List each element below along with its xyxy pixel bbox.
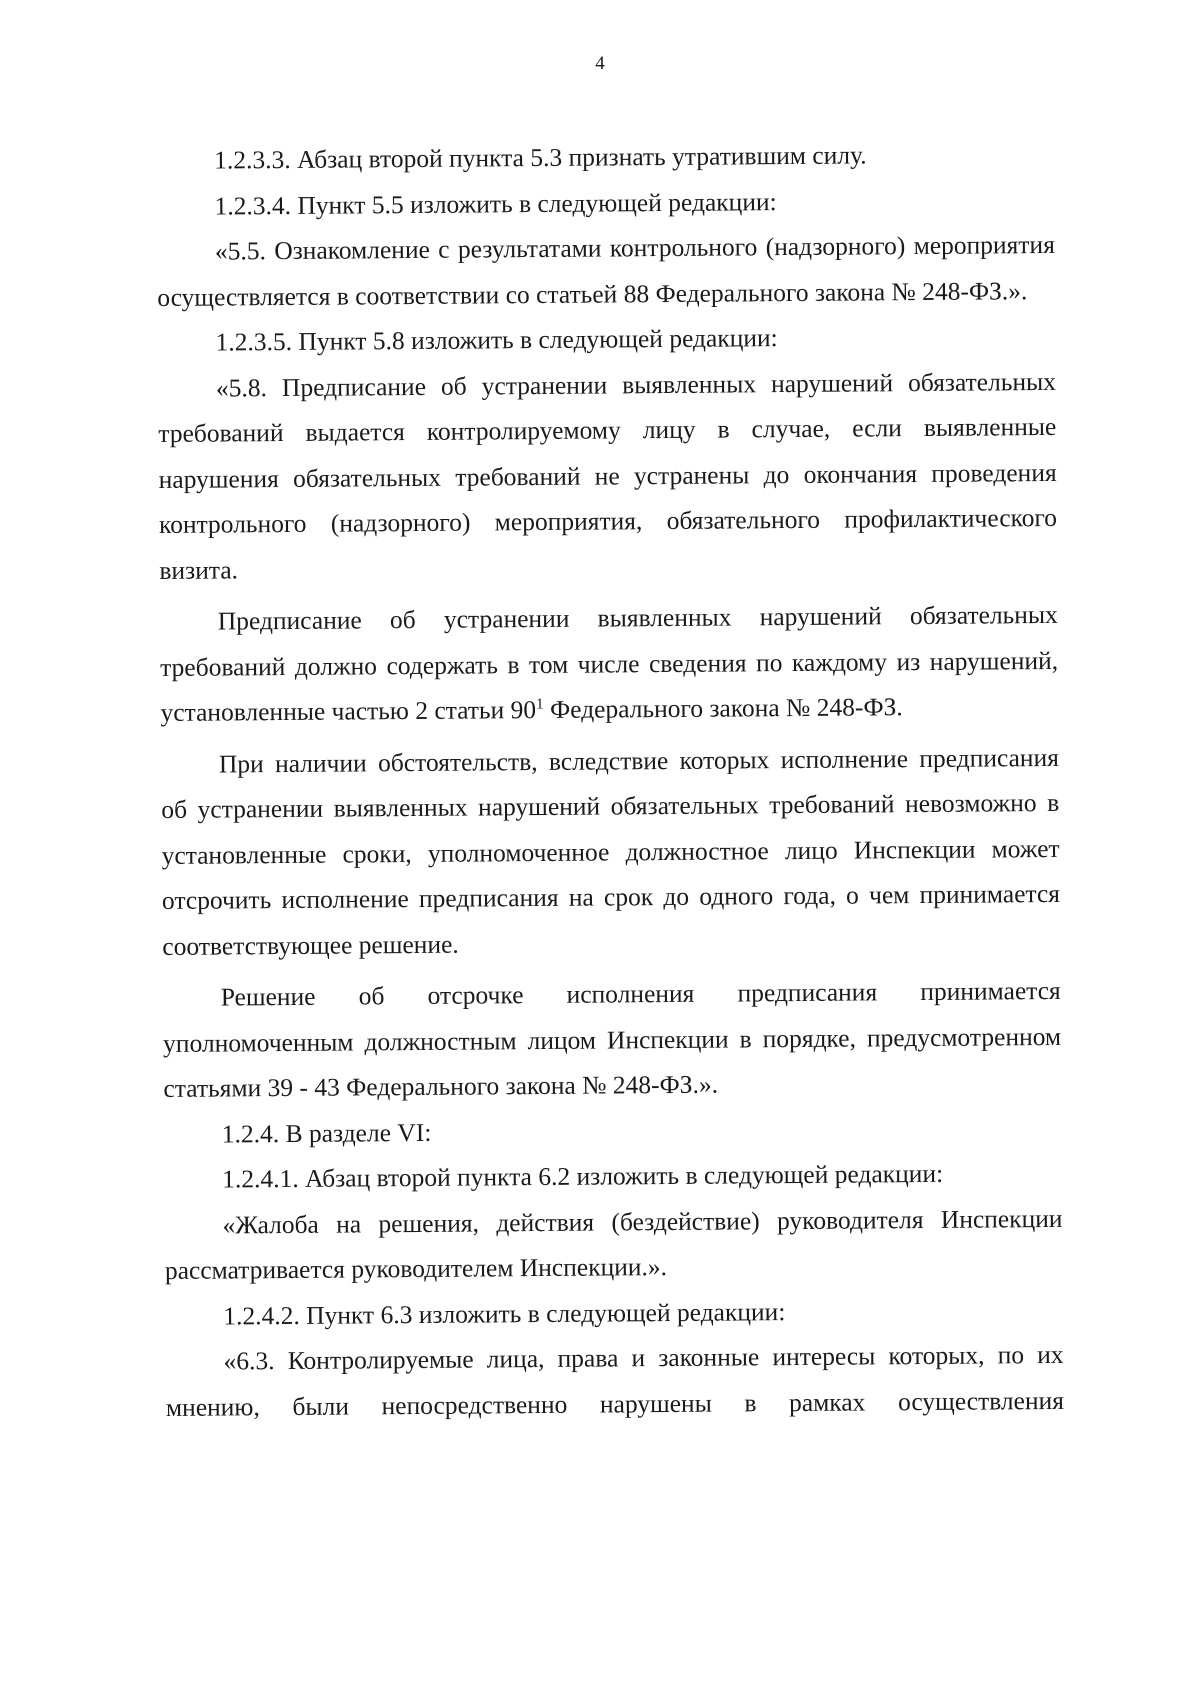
paragraph-item-6-3: «6.3. Контролируемые лица, права и законные интересы которых, по их мнению, были непосредственно нарушены в рамках осуществления xyxy=(165,1339,1065,1422)
page-number: 4 xyxy=(595,53,605,74)
paragraph-1-2-3-4: 1.2.3.4. Пункт 5.5 изложить в следующей редакции: xyxy=(214,186,777,221)
paragraph-prescription-text: Предписание об устранении выявленных нарушений обязательных требований должно содержать в том числе сведения по каждому из нарушений, установленные частью 2 статьи 90 xyxy=(160,599,1059,727)
document-body xyxy=(156,131,1064,1430)
paragraph-1-2-4: 1.2.4. В разделе VI: xyxy=(221,1117,432,1149)
paragraph-complaint: «Жалоба на решения, действия (бездействие) руководителя Инспекции рассматривается руководителем Инспекции.». xyxy=(164,1203,1063,1285)
paragraph-item-5-5: «5.5. Ознакомление с результатами контрольного (надзорного) мероприятия осуществляется в соответствии со статьей 88 Федерального закона № 248-ФЗ.». xyxy=(157,229,1055,312)
article-superscript: 1 xyxy=(536,696,544,713)
paragraph-1-2-3-5: 1.2.3.5. Пункт 5.8 изложить в следующей редакции: xyxy=(215,323,778,357)
paragraph-1-2-3-3: 1.2.3.3. Абзац второй пункта 5.3 признать утратившим силу. xyxy=(214,140,867,175)
paragraph-1-2-4-1: 1.2.4.1. Абзац второй пункта 6.2 изложить в следующей редакции: xyxy=(222,1158,944,1194)
paragraph-prescription-content xyxy=(160,592,1059,736)
paragraph-deferral-decision: Решение об отсрочке исполнения предписания принимается уполномоченным должностным лицом Инспекции в порядке, предусмотренном статьями 39 - 43 Федерального закона № 248-ФЗ.». xyxy=(162,975,1062,1103)
paragraph-item-5-8: «5.8. Предписание об устранении выявленных нарушений обязательных требований выдается контролируемому лицу в случае, если выявленные нарушения обязательных требований не устранены до окончания проведения контрольного (надзорного) мероприятия, обязательного профилактического визита. xyxy=(158,366,1058,585)
paragraph-deferral-circumstances: При наличии обстоятельств, вследствие которых исполнение предписания об устранении выявленных нарушений обязательных требований невозможно в установленные сроки, уполномоченное должностное лицо Инспекции может отсрочить исполнение предписания на срок до одного года, о чем принимается соответствующее решение. xyxy=(161,742,1061,961)
paragraph-1-2-4-2: 1.2.4.2. Пункт 6.3 изложить в следующей редакции: xyxy=(223,1296,786,1331)
paragraph-prescription-tail: Федерального закона № 248-ФЗ. xyxy=(543,692,903,724)
